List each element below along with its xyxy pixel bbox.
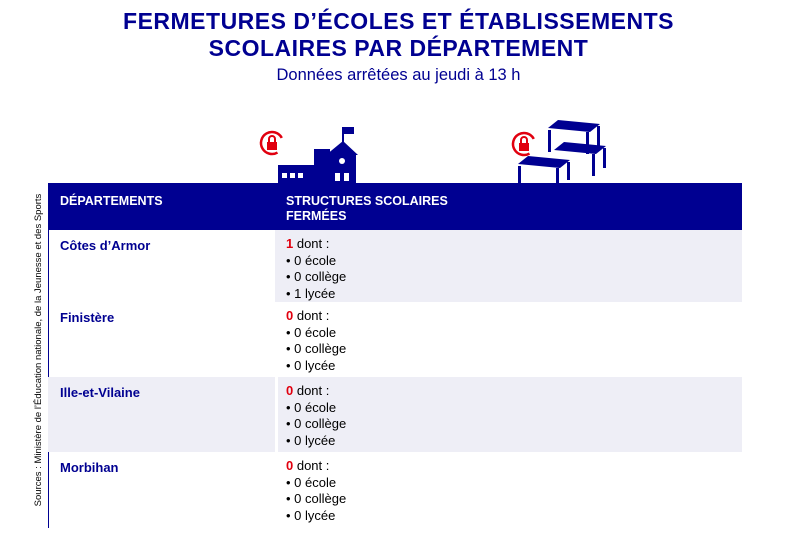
closure-college: • 0 collège — [286, 416, 347, 431]
department-name: Ille-et-Vilaine — [60, 385, 140, 400]
closure-total: 0 — [286, 383, 294, 398]
title-line-1: FERMETURES D’ÉCOLES ET ÉTABLISSEMENTS — [123, 8, 674, 34]
department-name: Côtes d’Armor — [60, 238, 151, 253]
closure-college: • 0 collège — [286, 269, 347, 284]
source-note: Sources : Ministère de l’Éducation nationale, de la Jeunesse et des Sports — [33, 193, 44, 507]
closures-table — [48, 183, 742, 527]
table-row — [48, 377, 742, 452]
header-structures-line1: STRUCTURES SCOLAIRES — [286, 194, 448, 208]
header-departements: DÉPARTEMENTS — [60, 194, 163, 208]
department-name: Finistère — [60, 310, 115, 325]
table-row — [48, 302, 742, 377]
closure-total: 0 — [286, 458, 294, 473]
closure-ecole: • 0 école — [286, 474, 337, 490]
department-name: Morbihan — [60, 460, 119, 475]
closure-lycee: • 1 lycée — [286, 285, 336, 301]
table-row — [48, 230, 742, 302]
closure-lycee: • 0 lycée — [286, 432, 336, 448]
closure-total: 1 — [286, 236, 294, 251]
closure-details: 0 dont : • 0 école • 0 collège • 0 lycée — [286, 308, 347, 373]
school-lock-icon — [258, 121, 358, 187]
desks-lock-icon — [510, 116, 610, 188]
closure-college: • 0 collège — [286, 491, 347, 506]
header-structures-line2: FERMÉES — [286, 209, 347, 223]
closure-details: 1 dont : • 0 école • 0 collège • 1 lycée — [286, 236, 347, 301]
closure-ecole: • 0 école — [286, 324, 337, 340]
page-subtitle: Données arrêtées au jeudi à 13 h — [276, 66, 521, 84]
page-title — [0, 8, 797, 62]
closure-ecole: • 0 école — [286, 252, 337, 268]
closure-college: • 0 collège — [286, 341, 347, 356]
closure-lycee: • 0 lycée — [286, 357, 336, 373]
closure-details: 0 dont : • 0 école • 0 collège • 0 lycée — [286, 458, 347, 523]
closure-ecole: • 0 école — [286, 399, 337, 415]
table-header — [48, 183, 742, 230]
header-structures — [286, 194, 448, 224]
table-row — [48, 452, 742, 527]
closure-lycee: • 0 lycée — [286, 507, 336, 523]
title-line-2: SCOLAIRES PAR DÉPARTEMENT — [208, 35, 589, 61]
closure-total: 0 — [286, 308, 294, 323]
closure-details: 0 dont : • 0 école • 0 collège • 0 lycée — [286, 383, 347, 448]
